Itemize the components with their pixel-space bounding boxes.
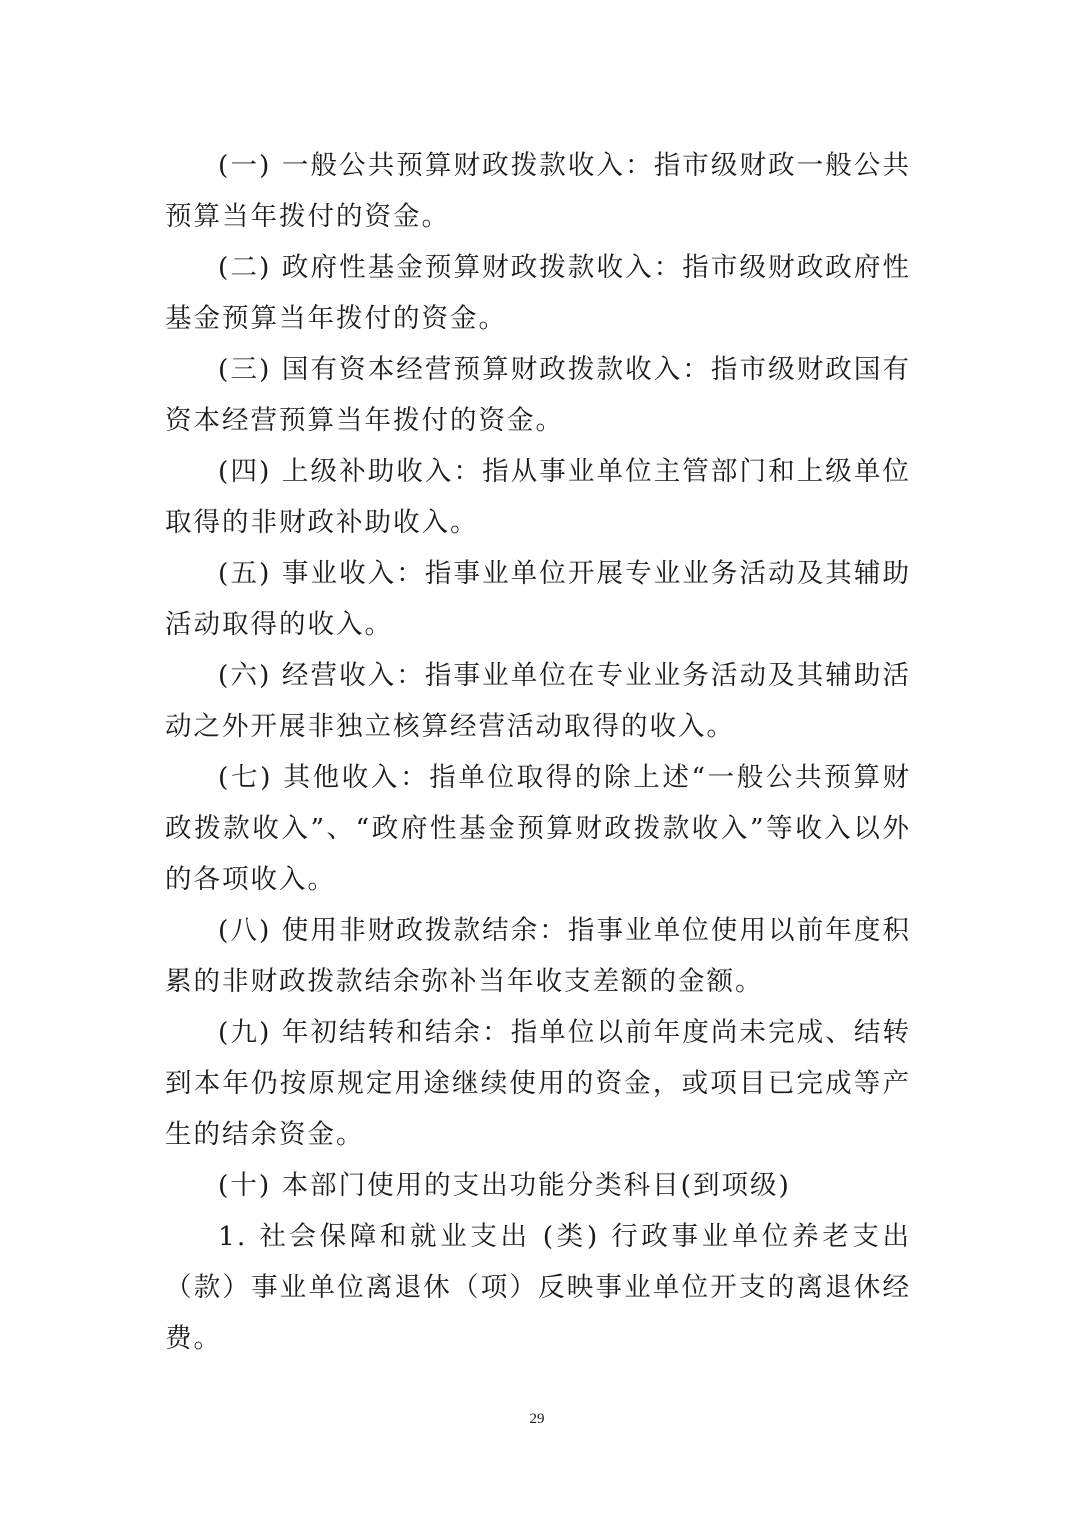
paragraph-other-income: (七) 其他收入：指单位取得的除上述“一般公共预算财政拨款收入”、“政府性基金预算财政拨款收入”等收入以外的各项收入。	[165, 762, 911, 895]
paragraph-non-fiscal-surplus: (八) 使用非财政拨款结余：指事业单位使用以前年度积累的非财政拨款结余弥补当年收支差额的金额。	[165, 915, 911, 997]
paragraph-state-capital-appropriation: (三) 国有资本经营预算财政拨款收入：指市级财政国有资本经营预算当年拨付的资金。	[165, 354, 911, 436]
paragraph-government-fund-appropriation: (二) 政府性基金预算财政拨款收入：指市级财政政府性基金预算当年拨付的资金。	[165, 252, 911, 334]
paragraph-social-security-expenditure: 1. 社会保障和就业支出 (类) 行政事业单位养老支出（款）事业单位离退休（项）反映事业单位开支的离退休经费。	[165, 1221, 911, 1354]
paragraph-carryover-and-surplus: (九) 年初结转和结余：指单位以前年度尚未完成、结转到本年仍按原规定用途继续使用的资金，或项目已完成等产生的结余资金。	[165, 1017, 911, 1150]
body-text	[165, 140, 911, 1364]
page-number: 29	[529, 1411, 545, 1427]
paragraph-business-income: (五) 事业收入：指事业单位开展专业业务活动及其辅助活动取得的收入。	[165, 558, 911, 640]
paragraph-superior-subsidy-income: (四) 上级补助收入：指从事业单位主管部门和上级单位取得的非财政补助收入。	[165, 456, 911, 538]
paragraph-operating-income: (六) 经营收入：指事业单位在专业业务活动及其辅助活动之外开展非独立核算经营活动取得的收入。	[165, 660, 911, 742]
paragraph-expenditure-classification: (十) 本部门使用的支出功能分类科目(到项级)	[218, 1170, 791, 1201]
paragraph-general-budget-appropriation: (一) 一般公共预算财政拨款收入：指市级财政一般公共预算当年拨付的资金。	[165, 150, 911, 232]
